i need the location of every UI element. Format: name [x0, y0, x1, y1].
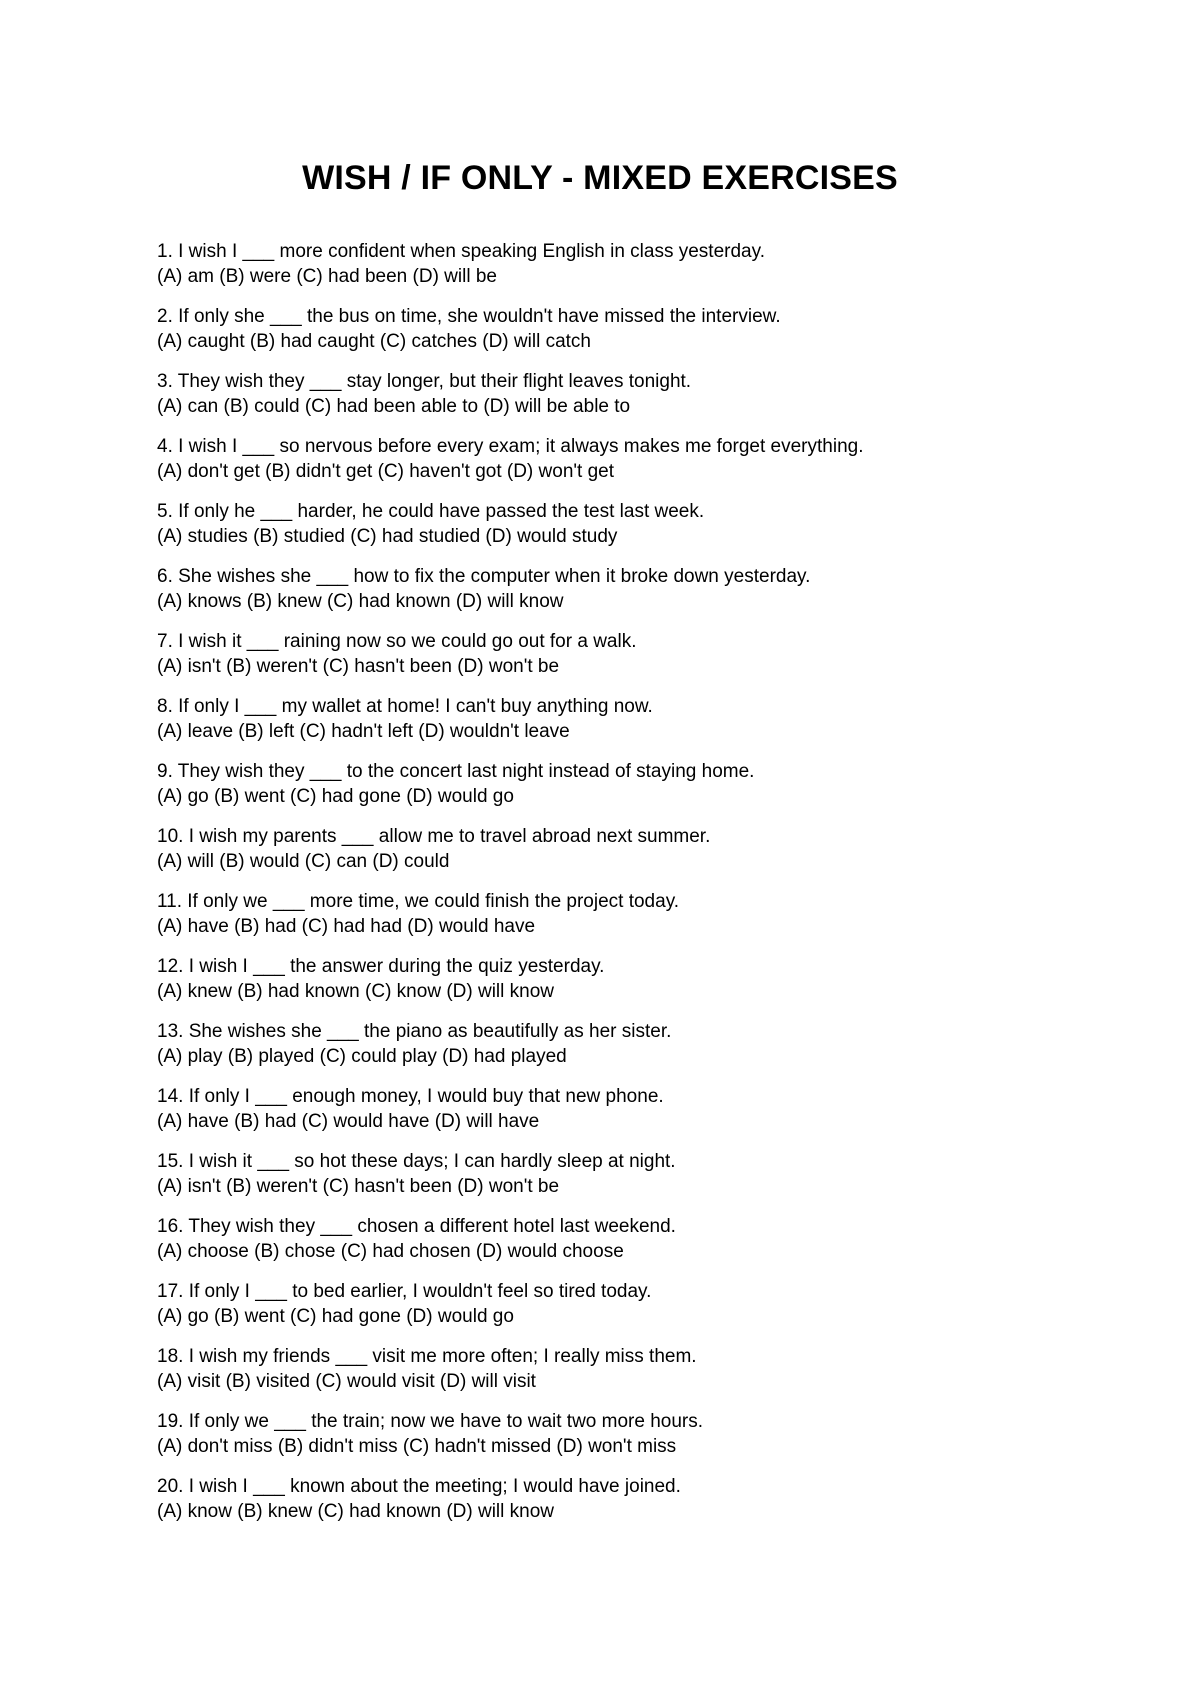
question-stem: 16. They wish they ___ chosen a different hotel last weekend.	[157, 1216, 676, 1237]
question-list	[157, 240, 1157, 1540]
question-stem: 11. If only we ___ more time, we could finish the project today.	[157, 891, 680, 912]
question-stem: 19. If only we ___ the train; now we have to wait two more hours.	[157, 1411, 704, 1432]
question-stem: 7. I wish it ___ raining now so we could go out for a walk.	[157, 631, 637, 652]
question-options: (A) am (B) were (C) had been (D) will be	[157, 265, 497, 287]
question-options: (A) leave (B) left (C) hadn't left (D) wouldn't leave	[157, 720, 570, 742]
question-stem: 17. If only I ___ to bed earlier, I wouldn't feel so tired today.	[157, 1281, 652, 1302]
question-item	[157, 370, 1157, 435]
question-item	[157, 435, 1157, 500]
question-stem: 8. If only I ___ my wallet at home! I can't buy anything now.	[157, 696, 653, 717]
question-item	[157, 1410, 1157, 1475]
question-item	[157, 565, 1157, 630]
question-item	[157, 1085, 1157, 1150]
question-item	[157, 695, 1157, 760]
question-item	[157, 760, 1157, 825]
question-stem: 20. I wish I ___ known about the meeting; I would have joined.	[157, 1476, 681, 1497]
question-stem: 3. They wish they ___ stay longer, but their flight leaves tonight.	[157, 371, 692, 392]
question-options: (A) knew (B) had known (C) know (D) will know	[157, 980, 554, 1002]
question-item	[157, 240, 1157, 305]
question-options: (A) isn't (B) weren't (C) hasn't been (D) won't be	[157, 655, 560, 677]
question-stem: 6. She wishes she ___ how to fix the computer when it broke down yesterday.	[157, 566, 811, 587]
question-item	[157, 1020, 1157, 1085]
question-options: (A) know (B) knew (C) had known (D) will know	[157, 1500, 554, 1522]
question-stem: 5. If only he ___ harder, he could have passed the test last week.	[157, 501, 705, 522]
question-options: (A) play (B) played (C) could play (D) had played	[157, 1045, 567, 1067]
question-stem: 14. If only I ___ enough money, I would buy that new phone.	[157, 1086, 664, 1107]
question-item	[157, 1280, 1157, 1345]
question-options: (A) can (B) could (C) had been able to (D) will be able to	[157, 395, 631, 417]
question-options: (A) have (B) had (C) would have (D) will have	[157, 1110, 540, 1132]
question-options: (A) go (B) went (C) had gone (D) would go	[157, 785, 514, 807]
question-options: (A) visit (B) visited (C) would visit (D) will visit	[157, 1370, 536, 1392]
question-item	[157, 500, 1157, 565]
question-stem: 15. I wish it ___ so hot these days; I can hardly sleep at night.	[157, 1151, 676, 1172]
question-options: (A) studies (B) studied (C) had studied (D) would study	[157, 525, 618, 547]
question-options: (A) will (B) would (C) can (D) could	[157, 850, 450, 872]
question-options: (A) knows (B) knew (C) had known (D) will know	[157, 590, 564, 612]
page-title: WISH / IF ONLY - MIXED EXERCISES	[302, 159, 898, 197]
question-stem: 2. If only she ___ the bus on time, she wouldn't have missed the interview.	[157, 306, 781, 327]
question-options: (A) isn't (B) weren't (C) hasn't been (D) won't be	[157, 1175, 560, 1197]
question-stem: 12. I wish I ___ the answer during the quiz yesterday.	[157, 956, 605, 977]
question-stem: 9. They wish they ___ to the concert last night instead of staying home.	[157, 761, 755, 782]
question-stem: 13. She wishes she ___ the piano as beautifully as her sister.	[157, 1021, 672, 1042]
question-stem: 4. I wish I ___ so nervous before every exam; it always makes me forget everything.	[157, 436, 864, 457]
question-options: (A) choose (B) chose (C) had chosen (D) would choose	[157, 1240, 624, 1262]
question-item	[157, 630, 1157, 695]
question-stem: 10. I wish my parents ___ allow me to travel abroad next summer.	[157, 826, 711, 847]
question-stem: 18. I wish my friends ___ visit me more often; I really miss them.	[157, 1346, 697, 1367]
question-item	[157, 825, 1157, 890]
question-item	[157, 890, 1157, 955]
question-options: (A) don't miss (B) didn't miss (C) hadn't missed (D) won't miss	[157, 1435, 677, 1457]
question-item	[157, 1345, 1157, 1410]
question-options: (A) go (B) went (C) had gone (D) would go	[157, 1305, 514, 1327]
question-options: (A) have (B) had (C) had had (D) would have	[157, 915, 536, 937]
question-item	[157, 1215, 1157, 1280]
question-stem: 1. I wish I ___ more confident when speaking English in class yesterday.	[157, 241, 765, 262]
question-item	[157, 1150, 1157, 1215]
question-item	[157, 1475, 1157, 1540]
question-options: (A) caught (B) had caught (C) catches (D) will catch	[157, 330, 591, 352]
question-item	[157, 305, 1157, 370]
question-item	[157, 955, 1157, 1020]
question-options: (A) don't get (B) didn't get (C) haven't got (D) won't get	[157, 460, 614, 482]
